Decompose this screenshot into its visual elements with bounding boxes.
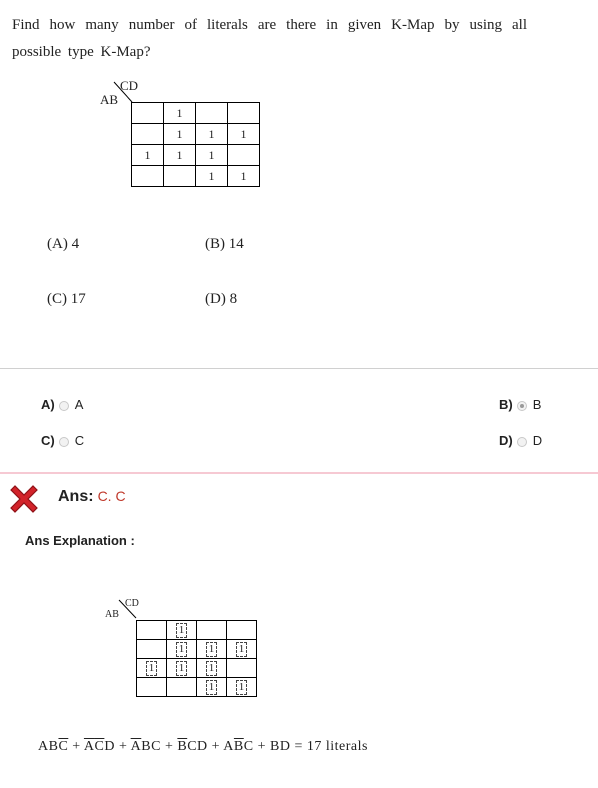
kmap-cell: 1 [164,103,196,124]
kmap2-cell [137,640,167,659]
kmap2-group-cell: 1 [176,642,188,657]
radio-a[interactable] [59,401,69,411]
kmap2-cell [197,640,227,659]
kmap-cell: 1 [228,166,260,187]
kmap2-cell [167,640,197,659]
kmap2-cell [227,678,257,697]
answer-result [58,488,126,506]
option-a-text: (A) 4 [47,236,80,252]
radio-c[interactable] [59,437,69,447]
kmap-cell: 1 [164,145,196,166]
kmap2-cell [167,621,197,640]
cross-icon [6,481,42,517]
term-1: $AB\overline{C}$ [38,739,69,754]
kmap2-cell [167,678,197,697]
kmap2-row-var: AB [105,609,119,620]
kmap-cell [132,166,164,187]
result-divider [0,472,598,474]
explanation-expression: $AB\overline{C} + \overline{A}\overline{C}D + \overline{A}BC + \overline{B}CD + A\overline{B}C$ + BD = 17 literals [38,739,368,754]
choice-letter: A) [41,397,55,412]
kmap-cell: 1 [132,145,164,166]
kmap2-group-cell: 1 [176,661,188,676]
kmap-row-var: AB [100,92,119,107]
kmap2-cell [197,659,227,678]
kmap-cell [228,145,260,166]
literal-count: = 17 literals [294,739,368,754]
kmap2-cell [137,678,167,697]
choice-text: A [74,397,84,412]
kmap2-group-cell: 1 [236,642,248,657]
kmap-col-var: CD [120,78,139,93]
choice-letter: C) [41,433,55,448]
kmap2-grid [136,620,257,697]
kmap2-cell [227,621,257,640]
choice-letter: D) [499,433,513,448]
radio-d[interactable] [517,437,527,447]
kmap2-cell [137,659,167,678]
answer-choice-a[interactable] [41,397,83,412]
term-5: $A\overline{B}C$ [223,739,254,754]
option-b-text: (B) 14 [205,236,244,252]
kmap2-group-cell: 1 [146,661,158,676]
choice-text: D [532,433,543,448]
answer-choice-c[interactable] [41,433,84,448]
term-4: $\overline{B}CD$ [177,739,208,754]
kmap-cell: 1 [196,166,228,187]
kmap2-cell [227,659,257,678]
kmap-cell: 1 [196,145,228,166]
kmap2-group-cell: 1 [206,642,218,657]
question-text: Find how many number of literals are there in given K-Map by using all possible type K-Map? [12,17,527,60]
kmap-cell [132,103,164,124]
kmap2-cell [197,678,227,697]
term-2: $\overline{A}\overline{C}D$ [83,739,116,754]
option-c-text: (C) 17 [47,291,86,307]
kmap-cell [228,103,260,124]
kmap2-group-cell: 1 [206,661,218,676]
kmap-cell [132,124,164,145]
kmap-cell [164,166,196,187]
kmap2-group-cell: 1 [206,680,218,695]
option-d-text: (D) 8 [205,291,238,307]
kmap-cell [196,103,228,124]
choice-text: C [74,433,85,448]
kmap-cell: 1 [196,124,228,145]
answer-choice-b[interactable] [499,397,541,412]
term-3: $\overline{A}BC$ [130,739,161,754]
answer-choice-d[interactable] [499,433,542,448]
ans-label: Ans: [58,488,94,505]
kmap-cell: 1 [228,124,260,145]
kmap2-cell [167,659,197,678]
kmap2-col-var: CD [125,598,139,609]
choice-text: B [532,397,542,412]
kmap-grid [131,102,260,187]
kmap2-cell [227,640,257,659]
term-6: BD [270,739,291,754]
choice-letter: B) [499,397,513,412]
kmap2-group-cell: 1 [176,623,188,638]
ans-value: C. C [97,488,126,504]
kmap2-group-cell: 1 [236,680,248,695]
explanation-label: Ans Explanation : [25,533,135,548]
kmap2-cell [197,621,227,640]
kmap-cell: 1 [164,124,196,145]
kmap2-cell [137,621,167,640]
divider [0,368,598,369]
radio-b[interactable] [517,401,527,411]
